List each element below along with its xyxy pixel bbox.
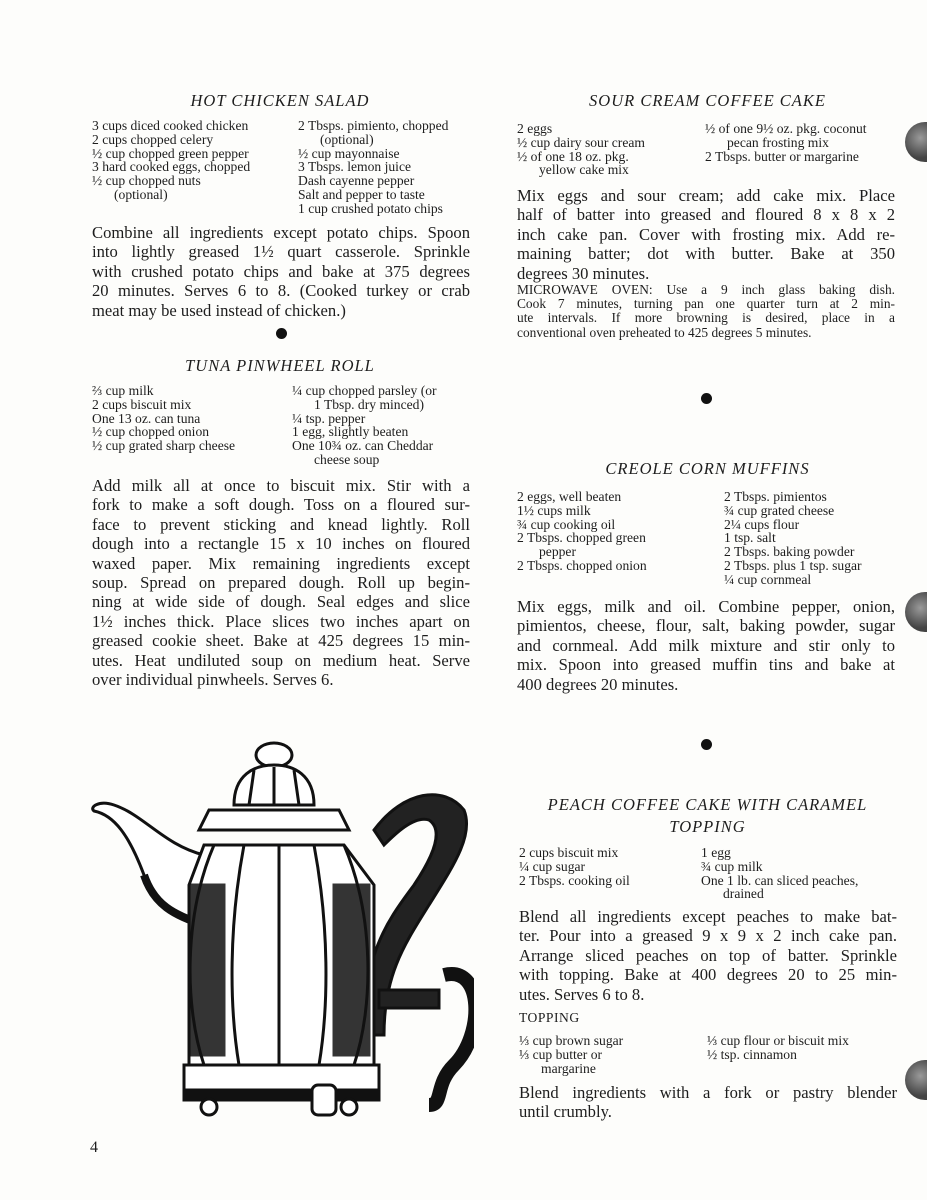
ingredient-line: drained bbox=[723, 886, 764, 902]
text-line: face to prevent sticking and knead lightly. Roll bbox=[92, 514, 470, 534]
text-line: and cornmeal. Add milk mixture and stir only to bbox=[517, 635, 895, 655]
ingredient-line: One 1 lb. can sliced peaches, bbox=[701, 872, 859, 888]
directions-tuna-pinwheel-roll bbox=[92, 476, 470, 689]
ingredient-line: 2 Tbsps. butter or margarine bbox=[705, 148, 859, 164]
ingredient-line: ½ cup chopped green pepper bbox=[92, 145, 249, 161]
text-line: Mix eggs and sour cream; add cake mix. Place bbox=[517, 186, 895, 205]
ingredients-creole-corn-muffins bbox=[517, 490, 862, 587]
ingredient-line: Dash cayenne pepper bbox=[298, 173, 415, 189]
ingredient-line: 2¼ cups flour bbox=[724, 516, 800, 532]
ingredient-line: Salt and pepper to taste bbox=[298, 186, 425, 202]
ingredient-line: 1 egg bbox=[701, 845, 731, 860]
binder-hole bbox=[905, 122, 927, 162]
recipe-title-sour-cream-coffee-cake: SOUR CREAM COFFEE CAKE bbox=[589, 91, 826, 110]
text-line: utes. Heat undiluted soup on medium heat. Serve bbox=[92, 650, 470, 670]
ingredient-line: margarine bbox=[541, 1060, 596, 1076]
text-line: ute intervals. If more browning is desired, place in a bbox=[517, 310, 895, 326]
ingredients-peach-coffee-cake bbox=[519, 846, 858, 901]
ingredient-line: 2 Tbsps. cooking oil bbox=[519, 872, 630, 888]
ingredient-line: 2 eggs bbox=[517, 121, 553, 136]
ingredient-line: ½ of one 9½ oz. pkg. coconut bbox=[705, 121, 867, 136]
text-line: 20 minutes. Serves 6 to 8. (Cooked turkey or crab bbox=[92, 281, 470, 301]
ingredient-line: 3 hard cooked eggs, chopped bbox=[92, 159, 251, 175]
text-line: dough into a rectangle 15 x 10 inches on floured bbox=[92, 534, 470, 554]
ingredient-line: ½ cup chopped nuts bbox=[92, 173, 201, 189]
ingredient-line: 2 Tbsps. chopped green bbox=[517, 530, 646, 546]
ingredient-line: 2 Tbsps. chopped onion bbox=[517, 557, 647, 573]
text-line: fork to make a soft dough. Toss on a floured sur- bbox=[92, 495, 470, 515]
text-line: utes. Serves 6 to 8. bbox=[519, 984, 645, 1004]
directions-topping bbox=[519, 1083, 897, 1122]
text-line: greased cookie sheet. Bake at 425 degrees 15 min- bbox=[92, 631, 470, 651]
ingredient-line: 1½ cups milk bbox=[517, 502, 591, 518]
ingredient-line: (optional) bbox=[114, 186, 168, 202]
ingredient-line: ½ of one 18 oz. pkg. bbox=[517, 148, 629, 164]
ingredients-left bbox=[519, 846, 701, 901]
text-line: with crushed potato chips and bake at 375 degrees bbox=[92, 261, 470, 281]
ingredients-right bbox=[292, 384, 437, 467]
ingredient-line: 1 tsp. salt bbox=[724, 530, 776, 546]
text-line: Add milk all at once to biscuit mix. Stir with a bbox=[92, 476, 470, 495]
ingredients-right bbox=[707, 1034, 849, 1075]
ingredient-line: 1 Tbsp. dry minced) bbox=[314, 396, 424, 412]
ingredients-hot-chicken-salad bbox=[92, 119, 448, 216]
ingredient-line: 3 cups diced cooked chicken bbox=[92, 118, 249, 133]
ingredient-line: ¾ cup milk bbox=[701, 858, 763, 874]
directions-hot-chicken-salad bbox=[92, 223, 470, 320]
ingredient-line: ½ cup grated sharp cheese bbox=[92, 438, 236, 454]
text-line: into lightly greased 1½ quart casserole. Sprinkle bbox=[92, 242, 470, 262]
bullet-separator bbox=[701, 739, 712, 750]
ingredient-line: ½ tsp. cinnamon bbox=[707, 1046, 797, 1062]
ingredient-line: (optional) bbox=[320, 131, 374, 147]
ingredients-sour-cream-coffee-cake bbox=[517, 122, 867, 177]
ingredients-left bbox=[517, 490, 724, 587]
ingredients-right bbox=[298, 119, 448, 216]
text-line: 1½ inches thick. Place slices two inches apart on bbox=[92, 611, 470, 631]
ingredient-line: 2 cups biscuit mix bbox=[519, 845, 619, 860]
ingredient-line: ½ cup chopped onion bbox=[92, 424, 210, 440]
text-line: Mix eggs, milk and oil. Combine pepper, onion, bbox=[517, 597, 895, 616]
recipe-title-hot-chicken-salad: HOT CHICKEN SALAD bbox=[190, 91, 370, 110]
ingredients-topping bbox=[519, 1034, 849, 1075]
ingredient-line: 1 egg, slightly beaten bbox=[292, 424, 409, 440]
ingredient-line: ¾ cup cooking oil bbox=[517, 516, 616, 532]
ingredient-line: ⅔ cup milk bbox=[92, 383, 154, 398]
text-line: degrees 30 minutes. bbox=[517, 263, 650, 283]
text-line: waxed paper. Mix remaining ingredients except bbox=[92, 553, 470, 573]
ingredient-line: ⅓ cup butter or bbox=[519, 1046, 603, 1062]
ingredient-line: ¼ cup sugar bbox=[519, 858, 586, 874]
ingredient-line: ¼ cup chopped parsley (or bbox=[292, 383, 437, 398]
text-line: half of batter into greased and floured 8 x 8 x 2 bbox=[517, 205, 895, 225]
text-line: over individual pinwheels. Serves 6. bbox=[92, 670, 334, 690]
ingredients-right bbox=[724, 490, 862, 587]
binder-hole bbox=[905, 1060, 927, 1100]
text-line: Cook 7 minutes, turning pan one quarter turn at 2 min- bbox=[517, 296, 895, 312]
text-line: pimientos, cheese, flour, salt, baking powder, sugar bbox=[517, 616, 895, 636]
text-line: 400 degrees 20 minutes. bbox=[517, 674, 679, 694]
ingredients-right bbox=[701, 846, 858, 901]
text-line: Blend ingredients with a fork or pastry blender bbox=[519, 1083, 897, 1102]
ingredients-right bbox=[705, 122, 867, 177]
text-line: with topping. Bake at 400 degrees 20 to 25 min- bbox=[519, 965, 897, 985]
binder-hole bbox=[905, 592, 927, 632]
text-line: MICROWAVE OVEN: Use a 9 inch glass baking dish. bbox=[517, 282, 895, 297]
ingredients-left bbox=[519, 1034, 707, 1075]
ingredient-line: 2 Tbsps. pimiento, chopped bbox=[298, 118, 449, 133]
ingredient-line: ½ cup dairy sour cream bbox=[517, 134, 645, 150]
recipe-title-tuna-pinwheel-roll: TUNA PINWHEEL ROLL bbox=[185, 356, 375, 375]
text-line: maining batter; dot with butter. Bake at 350 bbox=[517, 244, 895, 264]
text-line: Blend all ingredients except peaches to make bat- bbox=[519, 907, 897, 926]
ingredients-left bbox=[517, 122, 705, 177]
ingredient-line: 2 Tbsps. baking powder bbox=[724, 544, 855, 560]
text-line: conventional oven preheated to 425 degrees 5 minutes. bbox=[517, 324, 812, 340]
directions-sour-cream-coffee-cake bbox=[517, 186, 895, 283]
ingredient-line: ⅓ cup brown sugar bbox=[519, 1033, 624, 1048]
ingredient-line: 2 eggs, well beaten bbox=[517, 489, 622, 504]
ingredient-line: 2 cups biscuit mix bbox=[92, 396, 192, 412]
ingredient-line: 3 Tbsps. lemon juice bbox=[298, 159, 412, 175]
ingredient-line: 2 Tbsps. plus 1 tsp. sugar bbox=[724, 557, 862, 573]
ingredient-line: yellow cake mix bbox=[539, 162, 629, 178]
coffee-pot-illustration bbox=[84, 735, 474, 1120]
ingredient-line: 2 cups chopped celery bbox=[92, 131, 214, 147]
text-line: ter. Pour into a greased 9 x 9 x 2 inch cake pan. bbox=[519, 926, 897, 946]
directions-creole-corn-muffins bbox=[517, 597, 895, 694]
page-number: 4 bbox=[90, 1139, 98, 1156]
text-line: mix. Spoon into greased muffin tins and bake at bbox=[517, 655, 895, 675]
ingredient-line: One 13 oz. can tuna bbox=[92, 410, 201, 426]
bullet-separator bbox=[276, 328, 287, 339]
ingredient-line: ⅓ cup flour or biscuit mix bbox=[707, 1033, 849, 1048]
text-line: inch cake pan. Cover with frosting mix. Add re- bbox=[517, 224, 895, 244]
recipe-title-creole-corn-muffins: CREOLE CORN MUFFINS bbox=[605, 459, 810, 478]
topping-heading: TOPPING bbox=[519, 1010, 580, 1025]
ingredient-line: cheese soup bbox=[314, 451, 380, 467]
ingredients-tuna-pinwheel-roll bbox=[92, 384, 437, 467]
ingredients-left bbox=[92, 384, 292, 467]
text-line: ning at wide side of dough. Seal edges and slice bbox=[92, 592, 470, 612]
microwave-note bbox=[517, 283, 895, 340]
ingredient-line: ¾ cup grated cheese bbox=[724, 502, 835, 518]
title-line: PEACH COFFEE CAKE WITH CARAMEL bbox=[547, 795, 868, 814]
recipe-title-peach-coffee-cake bbox=[515, 794, 900, 838]
title-line: TOPPING bbox=[669, 817, 746, 836]
ingredient-line: pepper bbox=[539, 544, 576, 560]
text-line: soup. Spread on prepared dough. Roll up begin- bbox=[92, 573, 470, 593]
bullet-separator bbox=[701, 393, 712, 404]
ingredient-line: One 10¾ oz. can Cheddar bbox=[292, 438, 434, 454]
ingredient-line: pecan frosting mix bbox=[727, 134, 829, 150]
text-line: Combine all ingredients except potato chips. Spoon bbox=[92, 223, 470, 242]
directions-peach-coffee-cake bbox=[519, 907, 897, 1004]
text-line: meat may be used instead of chicken.) bbox=[92, 300, 346, 320]
text-line: Arrange sliced peaches on top of batter. Sprinkle bbox=[519, 945, 897, 965]
ingredient-line: 1 cup crushed potato chips bbox=[298, 200, 443, 216]
ingredient-line: ¼ cup cornmeal bbox=[724, 571, 812, 587]
text-line: until crumbly. bbox=[519, 1102, 612, 1122]
ingredient-line: 2 Tbsps. pimientos bbox=[724, 489, 827, 504]
ingredient-line: ¼ tsp. pepper bbox=[292, 410, 366, 426]
ingredients-left bbox=[92, 119, 298, 216]
ingredient-line: ½ cup mayonnaise bbox=[298, 145, 400, 161]
